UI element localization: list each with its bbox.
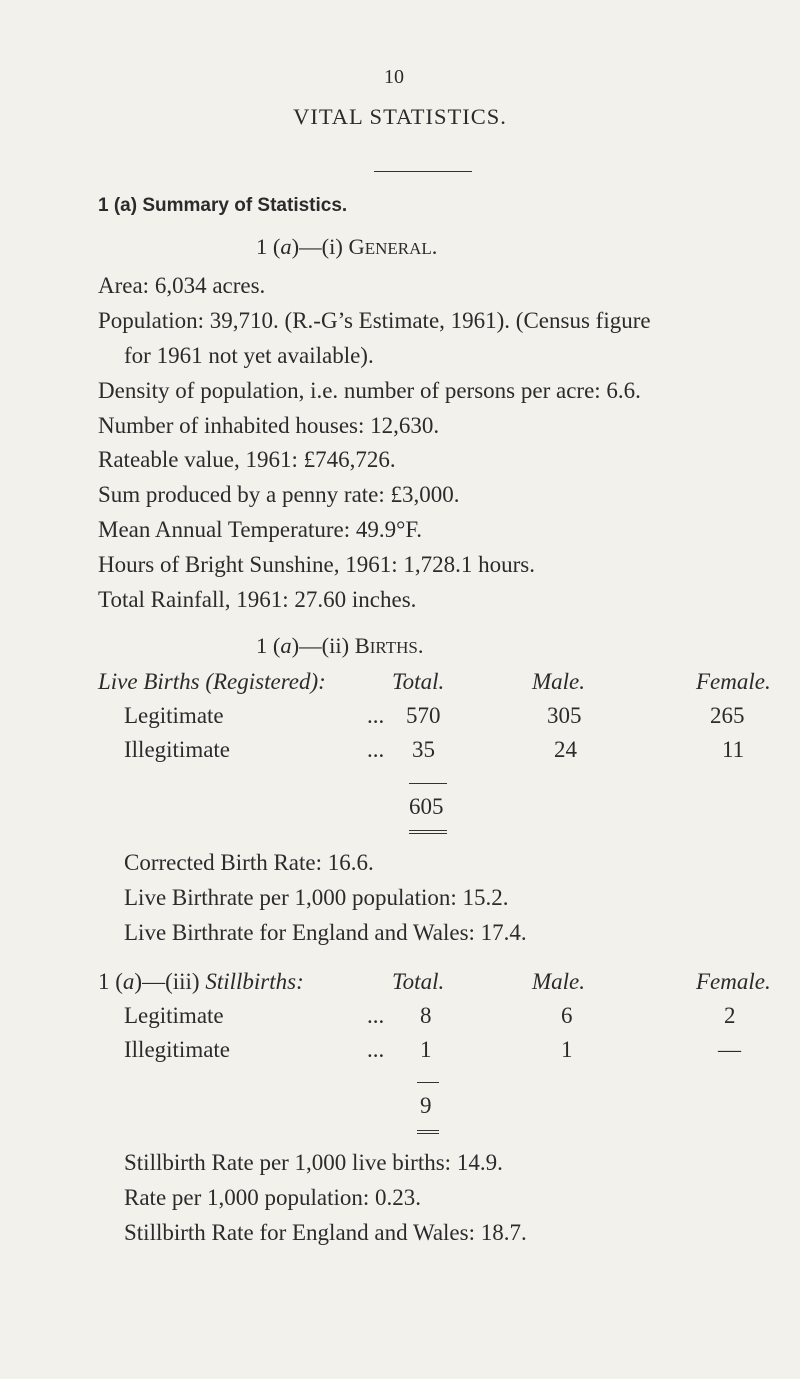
table-cell-total: 8 (420, 1003, 432, 1028)
table-cell-male: 24 (554, 737, 577, 762)
label-part-c: ): (310, 669, 326, 694)
table-row-dots: ... (367, 1037, 385, 1062)
heading-a: a (122, 969, 135, 994)
table-cell-male: 1 (561, 1037, 573, 1062)
table-cell-male: 305 (547, 703, 582, 728)
stillbirth-rate-england-wales: Stillbirth Rate for England and Wales: 18.7. (124, 1220, 527, 1245)
heading-prefix: 1 ( (98, 969, 123, 994)
stillbirths-double-rule-bottom (417, 1133, 439, 1134)
general-line-population: Population: 39,710. (R.-G’s Estimate, 1961). (Census figure (98, 308, 651, 333)
birth-rate-england-wales: Live Birthrate for England and Wales: 17.4. (124, 920, 527, 945)
section-heading: 1 (a) Summary of Statistics. (98, 195, 348, 216)
table-row-label: Legitimate (124, 1003, 224, 1028)
general-line-population-cont: for 1961 not yet available). (124, 343, 374, 368)
table-cell-male: 6 (561, 1003, 573, 1028)
heading-smallcaps: IRTHS (369, 638, 418, 657)
general-line-houses: Number of inhabited houses: 12,630. (98, 413, 440, 438)
stillbirths-col-total: Total. (392, 969, 445, 994)
heading-mid: )—(ii) B (291, 633, 370, 658)
stillbirths-grand-total: 9 (420, 1093, 432, 1118)
heading-a: a (280, 633, 292, 658)
births-col-total: Total. (392, 669, 445, 694)
label-part-a: Live Births ( (98, 669, 213, 694)
births-row-label (98, 669, 326, 695)
stillbirth-rate-live-births: Stillbirth Rate per 1,000 live births: 14.9. (124, 1150, 503, 1175)
table-cell-female: 265 (710, 703, 745, 728)
stillbirth-rate-population: Rate per 1,000 population: 0.23. (124, 1185, 422, 1210)
births-double-rule-top (409, 830, 447, 831)
table-row-dots: ... (367, 703, 385, 728)
label-part-b: Registered (213, 669, 311, 694)
table-row-dots: ... (367, 1003, 385, 1028)
births-heading (256, 633, 423, 659)
general-line-rateable: Rateable value, 1961: £746,726. (98, 447, 396, 472)
general-line-temperature: Mean Annual Temperature: 49.9°F. (98, 517, 423, 542)
heading-end: . (417, 633, 424, 658)
general-line-area: Area: 6,034 acres. (98, 273, 266, 298)
stillbirths-col-female: Female. (696, 969, 771, 994)
births-double-rule-bottom (409, 833, 447, 834)
table-cell-female: 11 (722, 737, 745, 762)
stillbirths-col-male: Male. (532, 969, 586, 994)
births-grand-total: 605 (409, 794, 444, 819)
heading-end: . (431, 234, 438, 259)
births-total-rule (409, 783, 447, 784)
birth-rate-corrected: Corrected Birth Rate: 16.6. (124, 850, 374, 875)
heading-mid: )—(iii) (134, 969, 206, 994)
births-col-male: Male. (532, 669, 586, 694)
table-row-label: Legitimate (124, 703, 224, 728)
table-cell-total: 1 (420, 1037, 432, 1062)
table-row-label: Illegitimate (124, 1037, 231, 1062)
title-rule (374, 171, 472, 172)
births-col-female: Female. (696, 669, 771, 694)
table-row-dots: ... (367, 737, 385, 762)
heading-mid: )—(i) G (291, 234, 365, 259)
heading-prefix: 1 ( (256, 633, 281, 658)
table-row-label: Illegitimate (124, 737, 231, 762)
general-line-sunshine: Hours of Bright Sunshine, 1961: 1,728.1 hours. (98, 552, 535, 577)
heading-prefix: 1 ( (256, 234, 281, 259)
table-cell-total: 35 (412, 737, 435, 762)
general-line-penny-rate: Sum produced by a penny rate: £3,000. (98, 482, 460, 507)
heading-label: Stillbirths: (205, 969, 304, 994)
stillbirths-double-rule-top (417, 1130, 439, 1131)
stillbirths-heading (98, 969, 304, 995)
table-cell-female: 2 (724, 1003, 736, 1028)
stillbirths-total-rule (417, 1082, 439, 1083)
heading-smallcaps: ENERAL (364, 239, 432, 258)
table-cell-total: 570 (406, 703, 441, 728)
heading-a: a (280, 234, 292, 259)
general-line-density: Density of population, i.e. number of persons per acre: 6.6. (98, 378, 641, 403)
general-heading (256, 234, 437, 260)
table-cell-female: — (718, 1037, 741, 1062)
birth-rate-live: Live Birthrate per 1,000 population: 15.2. (124, 885, 509, 910)
page-title: VITAL STATISTICS. (293, 104, 507, 129)
general-line-rainfall: Total Rainfall, 1961: 27.60 inches. (98, 587, 417, 612)
page-number: 10 (384, 66, 404, 88)
